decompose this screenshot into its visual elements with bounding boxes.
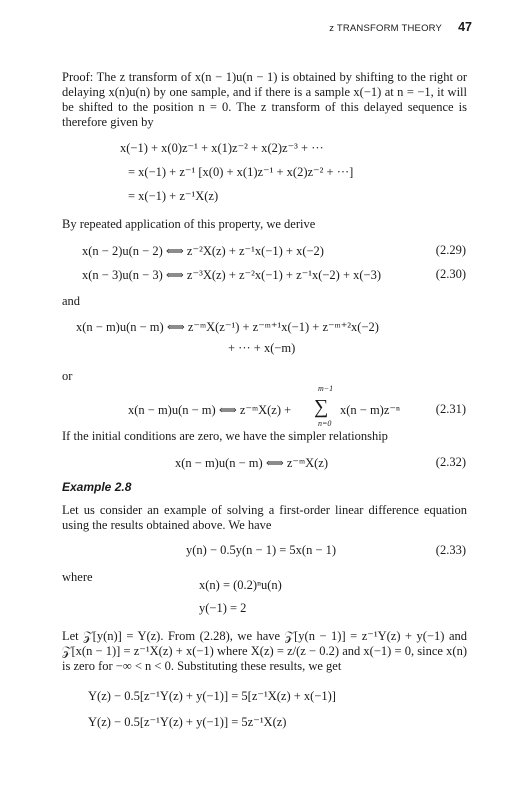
let-paragraph: Let 𝒵[y(n)] = Y(z). From (2.28), we have 𝒵[y(n − 1)] = z⁻¹Y(z) + y(−1) and 𝒵[x(n − 1)] = z⁻¹X(z) + x(−1) where X(z) = z/(z − 0.2) and x(−1) = 0, since x(n) is zero for −∞ < n < 0. Substituting these results, we get [62,629,467,673]
where-line-1: x(n) = (0.2)ⁿu(n) [199,578,282,592]
or-text: or [62,369,73,383]
equation-2-29: x(n − 2)u(n − 2) ⟺ z⁻²X(z) + z⁻¹x(−1) + x(−2) [82,244,324,258]
page-number: 47 [458,20,472,34]
general-equation-line-2: + ··· + x(−m) [228,341,296,355]
equation-2-33: y(n) − 0.5y(n − 1) = 5x(n − 1) [186,543,337,557]
repeated-application-text: By repeated application of this property, we derive [62,217,316,231]
equation-2-31-rhs: x(n − m)z⁻ⁿ [340,403,400,417]
proof-equation-line-1: x(−1) + x(0)z⁻¹ + x(1)z⁻² + x(2)z⁻³ + ··· [120,141,324,155]
equation-number-2-33: (2.33) [435,543,466,557]
running-header [329,20,472,34]
sum-upper-limit: m−1 [318,384,334,393]
equation-number-2-31: (2.31) [435,402,466,416]
summation-symbol: ∑ [314,396,329,418]
proof-equation-line-2: = x(−1) + z⁻¹ [x(0) + x(1)z⁻¹ + x(2)z⁻² + ···] [128,165,354,179]
equation-number-2-29: (2.29) [435,243,466,257]
where-text: where [62,570,93,584]
final-equation-line-2: Y(z) − 0.5[z⁻¹Y(z) + y(−1)] = 5z⁻¹X(z) [88,715,287,729]
proof-equation-line-3: = x(−1) + z⁻¹X(z) [128,189,219,203]
final-equation-line-1: Y(z) − 0.5[z⁻¹Y(z) + y(−1)] = 5[z⁻¹X(z) + x(−1)] [88,689,336,703]
equation-2-32: x(n − m)u(n − m) ⟺ z⁻ᵐX(z) [175,456,329,470]
general-equation-line-1: x(n − m)u(n − m) ⟺ z⁻ᵐX(z⁻¹) + z⁻ᵐ⁺¹x(−1) + z⁻ᵐ⁺²x(−2) [76,320,379,334]
example-paragraph: Let us consider an example of solving a first-order linear difference equation using the results obtained above. We have [62,503,467,532]
zero-initial-conditions-text: If the initial conditions are zero, we have the simpler relationship [62,429,388,443]
header-title: z TRANSFORM THEORY [329,23,443,34]
equation-2-30: x(n − 3)u(n − 3) ⟺ z⁻³X(z) + z⁻²x(−1) + z⁻¹x(−2) + x(−3) [82,268,382,282]
where-line-2: y(−1) = 2 [199,601,247,615]
proof-paragraph: Proof: The z transform of x(n − 1)u(n − 1) is obtained by shifting to the right or delaying x(n)u(n) by one sample, and if there is a sample x(−1) at n = −1, it will be shifted to the position n = 0. The z transform of this delayed sequence is therefore given by [62,70,467,129]
sum-lower-limit: n=0 [318,419,332,428]
equation-number-2-32: (2.32) [435,455,466,469]
and-text: and [62,294,81,308]
example-heading: Example 2.8 [62,480,132,494]
equation-2-31-lhs: x(n − m)u(n − m) ⟺ z⁻ᵐX(z) + [128,403,292,417]
equation-number-2-30: (2.30) [435,267,466,281]
